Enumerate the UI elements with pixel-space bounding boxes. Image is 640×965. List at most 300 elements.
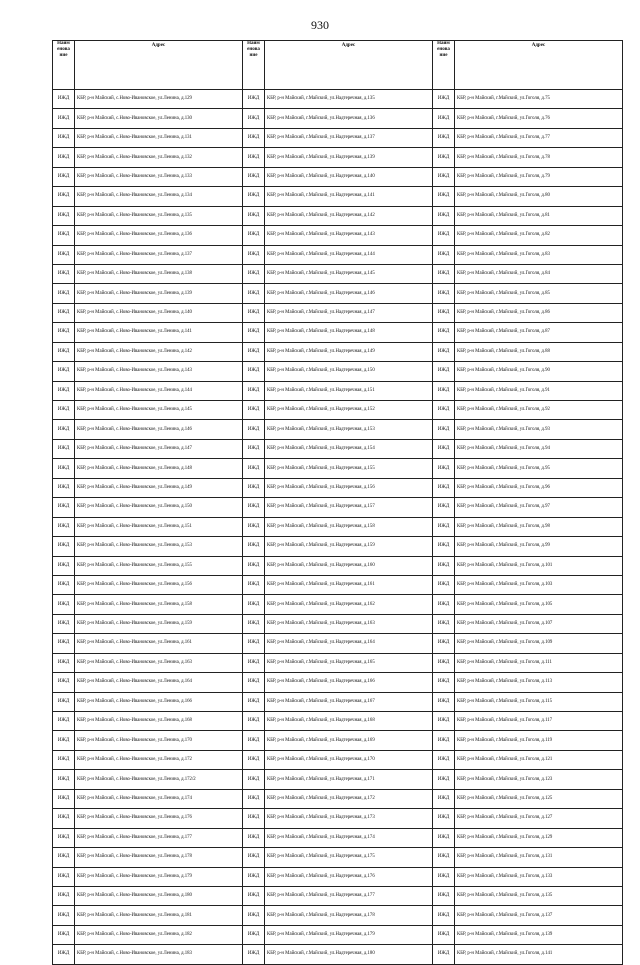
table-row	[53, 459, 623, 478]
object-type-cell: ИЖД	[243, 653, 265, 672]
object-type-cell: ИЖД	[53, 264, 75, 283]
object-type-cell: ИЖД	[243, 342, 265, 361]
object-type-cell: ИЖД	[53, 575, 75, 594]
object-type-cell: ИЖД	[243, 731, 265, 750]
address-cell: КБР, р-н Майский, с.Ново-Ивановское, ул.Ленина, д.151	[75, 517, 243, 536]
object-type-cell: ИЖД	[433, 537, 455, 556]
object-type-cell: ИЖД	[53, 401, 75, 420]
object-type-cell: ИЖД	[53, 731, 75, 750]
address-cell: КБР, р-н Майский, с.Ново-Ивановское, ул.Ленина, д.183	[75, 945, 243, 964]
object-type-cell: ИЖД	[53, 420, 75, 439]
address-cell: КБР, р-н Майский, с.Ново-Ивановское, ул.Ленина, д.140	[75, 303, 243, 322]
object-type-cell: ИЖД	[433, 323, 455, 342]
object-type-cell: ИЖД	[53, 109, 75, 128]
object-type-cell: ИЖД	[433, 459, 455, 478]
object-type-cell: ИЖД	[243, 614, 265, 633]
object-type-cell: ИЖД	[243, 692, 265, 711]
object-type-cell: ИЖД	[53, 362, 75, 381]
object-type-cell: ИЖД	[243, 809, 265, 828]
address-cell: КБР, р-н Майский, с.Ново-Ивановское, ул.Ленина, д.138	[75, 264, 243, 283]
address-cell: КБР, р-н Майский, г.Майский, ул.Гоголя, д.91	[455, 381, 623, 400]
header-address-col-2: Адрес	[265, 41, 433, 90]
object-type-cell: ИЖД	[433, 128, 455, 147]
object-type-cell: ИЖД	[433, 226, 455, 245]
address-cell: КБР, р-н Майский, г.Майский, ул.Надтеречная, д.146	[265, 284, 433, 303]
address-cell: КБР, р-н Майский, г.Майский, ул.Гоголя, д.96	[455, 478, 623, 497]
address-cell: КБР, р-н Майский, с.Ново-Ивановское, ул.Ленина, д.129	[75, 90, 243, 109]
address-cell: КБР, р-н Майский, г.Майский, ул.Надтеречная, д.178	[265, 906, 433, 925]
address-cell: КБР, р-н Майский, с.Ново-Ивановское, ул.Ленина, д.133	[75, 167, 243, 186]
address-cell: КБР, р-н Майский, с.Ново-Ивановское, ул.Ленина, д.149	[75, 478, 243, 497]
object-type-cell: ИЖД	[53, 381, 75, 400]
address-cell: КБР, р-н Майский, с.Ново-Ивановское, ул.Ленина, д.143	[75, 362, 243, 381]
object-type-cell: ИЖД	[243, 128, 265, 147]
object-type-cell: ИЖД	[243, 556, 265, 575]
table-body	[53, 90, 623, 965]
address-cell: КБР, р-н Майский, с.Ново-Ивановское, ул.Ленина, д.150	[75, 498, 243, 517]
table-row	[53, 187, 623, 206]
table-row	[53, 342, 623, 361]
object-type-cell: ИЖД	[243, 867, 265, 886]
address-cell: КБР, р-н Майский, г.Майский, ул.Надтеречная, д.156	[265, 478, 433, 497]
object-type-cell: ИЖД	[53, 634, 75, 653]
address-cell: КБР, р-н Майский, г.Майский, ул.Надтеречная, д.135	[265, 90, 433, 109]
table-row	[53, 226, 623, 245]
address-cell: КБР, р-н Майский, г.Майский, ул.Надтеречная, д.170	[265, 750, 433, 769]
table-row	[53, 498, 623, 517]
address-cell: КБР, р-н Майский, с.Ново-Ивановское, ул.Ленина, д.181	[75, 906, 243, 925]
address-cell: КБР, р-н Майский, г.Майский, ул.Гоголя, д.85	[455, 284, 623, 303]
address-cell: КБР, р-н Майский, г.Майский, ул.Надтеречная, д.149	[265, 342, 433, 361]
object-type-cell: ИЖД	[243, 925, 265, 944]
table-row	[53, 789, 623, 808]
address-cell: КБР, р-н Майский, г.Майский, ул.Надтеречная, д.176	[265, 867, 433, 886]
address-cell: КБР, р-н Майский, г.Майский, ул.Надтеречная, д.136	[265, 109, 433, 128]
address-cell: КБР, р-н Майский, г.Майский, ул.Надтеречная, д.155	[265, 459, 433, 478]
object-type-cell: ИЖД	[433, 303, 455, 322]
table-row	[53, 90, 623, 109]
object-type-cell: ИЖД	[433, 206, 455, 225]
address-cell: КБР, р-н Майский, г.Майский, ул.Гоголя, д.76	[455, 109, 623, 128]
address-cell: КБР, р-н Майский, с.Ново-Ивановское, ул.Ленина, д.180	[75, 886, 243, 905]
table-row	[53, 206, 623, 225]
header-address-col-3: Адрес	[455, 41, 623, 90]
object-type-cell: ИЖД	[243, 634, 265, 653]
address-cell: КБР, р-н Майский, с.Ново-Ивановское, ул.Ленина, д.155	[75, 556, 243, 575]
address-cell: КБР, р-н Майский, с.Ново-Ивановское, ул.Ленина, д.159	[75, 614, 243, 633]
table-row	[53, 828, 623, 847]
object-type-cell: ИЖД	[53, 712, 75, 731]
object-type-cell: ИЖД	[53, 187, 75, 206]
address-cell: КБР, р-н Майский, г.Майский, ул.Надтеречная, д.177	[265, 886, 433, 905]
object-type-cell: ИЖД	[243, 828, 265, 847]
address-registry-table	[52, 40, 623, 965]
address-cell: КБР, р-н Майский, г.Майский, ул.Гоголя, д.107	[455, 614, 623, 633]
table-row	[53, 303, 623, 322]
address-cell: КБР, р-н Майский, г.Майский, ул.Надтеречная, д.162	[265, 595, 433, 614]
address-cell: КБР, р-н Майский, г.Майский, ул.Гоголя, д.115	[455, 692, 623, 711]
address-cell: КБР, р-н Майский, г.Майский, ул.Надтеречная, д.152	[265, 401, 433, 420]
object-type-cell: ИЖД	[53, 303, 75, 322]
address-cell: КБР, р-н Майский, с.Ново-Ивановское, ул.Ленина, д.172	[75, 750, 243, 769]
address-cell: КБР, р-н Майский, г.Майский, ул.Надтеречная, д.154	[265, 439, 433, 458]
object-type-cell: ИЖД	[53, 284, 75, 303]
table-row	[53, 478, 623, 497]
object-type-cell: ИЖД	[243, 90, 265, 109]
address-cell: КБР, р-н Майский, г.Майский, ул.Надтеречная, д.139	[265, 148, 433, 167]
object-type-cell: ИЖД	[433, 90, 455, 109]
object-type-cell: ИЖД	[433, 148, 455, 167]
object-type-cell: ИЖД	[243, 245, 265, 264]
address-cell: КБР, р-н Майский, г.Майский, ул.Гоголя, д.137	[455, 906, 623, 925]
object-type-cell: ИЖД	[53, 459, 75, 478]
object-type-cell: ИЖД	[243, 226, 265, 245]
object-type-cell: ИЖД	[53, 828, 75, 847]
address-cell: КБР, р-н Майский, г.Майский, ул.Надтеречная, д.165	[265, 653, 433, 672]
object-type-cell: ИЖД	[53, 148, 75, 167]
object-type-cell: ИЖД	[53, 673, 75, 692]
table-row	[53, 245, 623, 264]
object-type-cell: ИЖД	[243, 284, 265, 303]
address-cell: КБР, р-н Майский, г.Майский, ул.Гоголя, д.94	[455, 439, 623, 458]
address-cell: КБР, р-н Майский, г.Майский, ул.Гоголя, д.129	[455, 828, 623, 847]
address-cell: КБР, р-н Майский, г.Майский, ул.Надтеречная, д.153	[265, 420, 433, 439]
address-cell: КБР, р-н Майский, г.Майский, ул.Надтеречная, д.174	[265, 828, 433, 847]
table-row	[53, 945, 623, 964]
address-cell: КБР, р-н Майский, с.Ново-Ивановское, ул.Ленина, д.141	[75, 323, 243, 342]
object-type-cell: ИЖД	[433, 809, 455, 828]
object-type-cell: ИЖД	[243, 303, 265, 322]
object-type-cell: ИЖД	[433, 167, 455, 186]
table-row	[53, 128, 623, 147]
address-cell: КБР, р-н Майский, с.Ново-Ивановское, ул.Ленина, д.135	[75, 206, 243, 225]
table-row	[53, 575, 623, 594]
address-cell: КБР, р-н Майский, с.Ново-Ивановское, ул.Ленина, д.144	[75, 381, 243, 400]
object-type-cell: ИЖД	[53, 750, 75, 769]
object-type-cell: ИЖД	[433, 712, 455, 731]
table-row	[53, 712, 623, 731]
object-type-cell: ИЖД	[243, 381, 265, 400]
address-cell: КБР, р-н Майский, г.Майский, ул.Гоголя, д.88	[455, 342, 623, 361]
address-cell: КБР, р-н Майский, с.Ново-Ивановское, ул.Ленина, д.132	[75, 148, 243, 167]
address-cell: КБР, р-н Майский, г.Майский, ул.Гоголя, д.75	[455, 90, 623, 109]
object-type-cell: ИЖД	[243, 264, 265, 283]
header-row	[53, 41, 623, 90]
address-cell: КБР, р-н Майский, г.Майский, ул.Надтеречная, д.147	[265, 303, 433, 322]
header-type-col-1: Наим енова ние	[53, 41, 75, 90]
object-type-cell: ИЖД	[53, 439, 75, 458]
address-cell: КБР, р-н Майский, г.Майский, ул.Надтеречная, д.172	[265, 789, 433, 808]
table-row	[53, 848, 623, 867]
table-row	[53, 770, 623, 789]
object-type-cell: ИЖД	[433, 770, 455, 789]
object-type-cell: ИЖД	[433, 945, 455, 964]
object-type-cell: ИЖД	[243, 945, 265, 964]
address-cell: КБР, р-н Майский, с.Ново-Ивановское, ул.Ленина, д.145	[75, 401, 243, 420]
table-row	[53, 284, 623, 303]
object-type-cell: ИЖД	[433, 575, 455, 594]
object-type-cell: ИЖД	[243, 187, 265, 206]
address-cell: КБР, р-н Майский, г.Майский, ул.Надтеречная, д.148	[265, 323, 433, 342]
object-type-cell: ИЖД	[433, 595, 455, 614]
address-cell: КБР, р-н Майский, с.Ново-Ивановское, ул.Ленина, д.164	[75, 673, 243, 692]
address-cell: КБР, р-н Майский, г.Майский, ул.Гоголя, д.98	[455, 517, 623, 536]
address-cell: КБР, р-н Майский, г.Майский, ул.Гоголя, д.127	[455, 809, 623, 828]
address-cell: КБР, р-н Майский, с.Ново-Ивановское, ул.Ленина, д.148	[75, 459, 243, 478]
object-type-cell: ИЖД	[243, 848, 265, 867]
table-row	[53, 731, 623, 750]
address-cell: КБР, р-н Майский, г.Майский, ул.Надтеречная, д.168	[265, 712, 433, 731]
object-type-cell: ИЖД	[433, 925, 455, 944]
table-row	[53, 148, 623, 167]
object-type-cell: ИЖД	[53, 226, 75, 245]
address-cell: КБР, р-н Майский, с.Ново-Ивановское, ул.Ленина, д.136	[75, 226, 243, 245]
object-type-cell: ИЖД	[433, 673, 455, 692]
address-cell: КБР, р-н Майский, с.Ново-Ивановское, ул.Ленина, д.174	[75, 789, 243, 808]
object-type-cell: ИЖД	[433, 750, 455, 769]
table-row	[53, 323, 623, 342]
object-type-cell: ИЖД	[433, 731, 455, 750]
address-cell: КБР, р-н Майский, г.Майский, ул.Гоголя, д.109	[455, 634, 623, 653]
address-cell: КБР, р-н Майский, г.Майский, ул.Надтеречная, д.137	[265, 128, 433, 147]
object-type-cell: ИЖД	[53, 556, 75, 575]
table-row	[53, 517, 623, 536]
address-cell: КБР, р-н Майский, г.Майский, ул.Гоголя, д.123	[455, 770, 623, 789]
table-row	[53, 906, 623, 925]
object-type-cell: ИЖД	[53, 167, 75, 186]
address-cell: КБР, р-н Майский, г.Майский, ул.Надтеречная, д.158	[265, 517, 433, 536]
address-cell: КБР, р-н Майский, с.Ново-Ивановское, ул.Ленина, д.168	[75, 712, 243, 731]
address-cell: КБР, р-н Майский, с.Ново-Ивановское, ул.Ленина, д.182	[75, 925, 243, 944]
address-cell: КБР, р-н Майский, с.Ново-Ивановское, ул.Ленина, д.156	[75, 575, 243, 594]
address-cell: КБР, р-н Майский, г.Майский, ул.Гоголя, д.113	[455, 673, 623, 692]
address-cell: КБР, р-н Майский, г.Майский, ул.Гоголя, д.101	[455, 556, 623, 575]
object-type-cell: ИЖД	[433, 245, 455, 264]
address-cell: КБР, р-н Майский, с.Ново-Ивановское, ул.Ленина, д.172/2	[75, 770, 243, 789]
address-cell: КБР, р-н Майский, с.Ново-Ивановское, ул.Ленина, д.142	[75, 342, 243, 361]
table-row	[53, 867, 623, 886]
object-type-cell: ИЖД	[433, 886, 455, 905]
object-type-cell: ИЖД	[243, 109, 265, 128]
table-row	[53, 653, 623, 672]
address-cell: КБР, р-н Майский, г.Майский, ул.Гоголя, д.103	[455, 575, 623, 594]
object-type-cell: ИЖД	[433, 517, 455, 536]
table-row	[53, 401, 623, 420]
object-type-cell: ИЖД	[53, 537, 75, 556]
address-cell: КБР, р-н Майский, г.Майский, ул.Надтеречная, д.160	[265, 556, 433, 575]
address-cell: КБР, р-н Майский, г.Майский, ул.Надтеречная, д.151	[265, 381, 433, 400]
address-cell: КБР, р-н Майский, г.Майский, ул.Гоголя, д.97	[455, 498, 623, 517]
address-cell: КБР, р-н Майский, г.Майский, ул.Гоголя, д.86	[455, 303, 623, 322]
address-cell: КБР, р-н Майский, г.Майский, ул.Гоголя, д.131	[455, 848, 623, 867]
object-type-cell: ИЖД	[243, 498, 265, 517]
address-cell: КБР, р-н Майский, с.Ново-Ивановское, ул.Ленина, д.178	[75, 848, 243, 867]
object-type-cell: ИЖД	[433, 653, 455, 672]
address-cell: КБР, р-н Майский, с.Ново-Ивановское, ул.Ленина, д.158	[75, 595, 243, 614]
table-row	[53, 439, 623, 458]
object-type-cell: ИЖД	[53, 925, 75, 944]
address-cell: КБР, р-н Майский, г.Майский, ул.Гоголя, д.81	[455, 206, 623, 225]
object-type-cell: ИЖД	[433, 828, 455, 847]
object-type-cell: ИЖД	[243, 673, 265, 692]
object-type-cell: ИЖД	[433, 381, 455, 400]
address-cell: КБР, р-н Майский, г.Майский, ул.Гоголя, д.87	[455, 323, 623, 342]
object-type-cell: ИЖД	[53, 848, 75, 867]
address-cell: КБР, р-н Майский, с.Ново-Ивановское, ул.Ленина, д.130	[75, 109, 243, 128]
table-row	[53, 556, 623, 575]
address-cell: КБР, р-н Майский, г.Майский, ул.Гоголя, д.95	[455, 459, 623, 478]
address-cell: КБР, р-н Майский, г.Майский, ул.Надтеречная, д.157	[265, 498, 433, 517]
object-type-cell: ИЖД	[433, 109, 455, 128]
address-cell: КБР, р-н Майский, г.Майский, ул.Надтеречная, д.143	[265, 226, 433, 245]
object-type-cell: ИЖД	[243, 517, 265, 536]
address-cell: КБР, р-н Майский, г.Майский, ул.Гоголя, д.99	[455, 537, 623, 556]
address-cell: КБР, р-н Майский, г.Майский, ул.Гоголя, д.105	[455, 595, 623, 614]
address-cell: КБР, р-н Майский, г.Майский, ул.Надтеречная, д.145	[265, 264, 433, 283]
object-type-cell: ИЖД	[243, 323, 265, 342]
address-cell: КБР, р-н Майский, с.Ново-Ивановское, ул.Ленина, д.153	[75, 537, 243, 556]
object-type-cell: ИЖД	[433, 284, 455, 303]
object-type-cell: ИЖД	[243, 148, 265, 167]
address-cell: КБР, р-н Майский, г.Майский, ул.Надтеречная, д.163	[265, 614, 433, 633]
address-cell: КБР, р-н Майский, с.Ново-Ивановское, ул.Ленина, д.176	[75, 809, 243, 828]
table-row	[53, 750, 623, 769]
address-cell: КБР, р-н Майский, г.Майский, ул.Гоголя, д.80	[455, 187, 623, 206]
object-type-cell: ИЖД	[53, 789, 75, 808]
address-cell: КБР, р-н Майский, с.Ново-Ивановское, ул.Ленина, д.179	[75, 867, 243, 886]
address-cell: КБР, р-н Майский, г.Майский, ул.Надтеречная, д.167	[265, 692, 433, 711]
object-type-cell: ИЖД	[243, 886, 265, 905]
object-type-cell: ИЖД	[243, 439, 265, 458]
address-cell: КБР, р-н Майский, г.Майский, ул.Надтеречная, д.166	[265, 673, 433, 692]
page-number: 930	[311, 18, 329, 32]
address-cell: КБР, р-н Майский, с.Ново-Ивановское, ул.Ленина, д.137	[75, 245, 243, 264]
object-type-cell: ИЖД	[53, 692, 75, 711]
object-type-cell: ИЖД	[433, 342, 455, 361]
object-type-cell: ИЖД	[53, 478, 75, 497]
object-type-cell: ИЖД	[243, 459, 265, 478]
object-type-cell: ИЖД	[53, 595, 75, 614]
object-type-cell: ИЖД	[243, 712, 265, 731]
object-type-cell: ИЖД	[433, 556, 455, 575]
object-type-cell: ИЖД	[243, 770, 265, 789]
address-cell: КБР, р-н Майский, г.Майский, ул.Гоголя, д.92	[455, 401, 623, 420]
table-row	[53, 109, 623, 128]
address-cell: КБР, р-н Майский, г.Майский, ул.Надтеречная, д.169	[265, 731, 433, 750]
table-row	[53, 167, 623, 186]
object-type-cell: ИЖД	[433, 789, 455, 808]
table-row	[53, 614, 623, 633]
object-type-cell: ИЖД	[53, 128, 75, 147]
object-type-cell: ИЖД	[433, 264, 455, 283]
address-cell: КБР, р-н Майский, г.Майский, ул.Надтеречная, д.150	[265, 362, 433, 381]
object-type-cell: ИЖД	[433, 187, 455, 206]
address-cell: КБР, р-н Майский, г.Майский, ул.Надтеречная, д.173	[265, 809, 433, 828]
object-type-cell: ИЖД	[243, 575, 265, 594]
table-row	[53, 420, 623, 439]
address-cell: КБР, р-н Майский, г.Майский, ул.Гоголя, д.79	[455, 167, 623, 186]
object-type-cell: ИЖД	[433, 867, 455, 886]
address-cell: КБР, р-н Майский, г.Майский, ул.Гоголя, д.141	[455, 945, 623, 964]
address-cell: КБР, р-н Майский, г.Майский, ул.Надтеречная, д.140	[265, 167, 433, 186]
address-cell: КБР, р-н Майский, г.Майский, ул.Гоголя, д.133	[455, 867, 623, 886]
address-cell: КБР, р-н Майский, г.Майский, ул.Надтеречная, д.141	[265, 187, 433, 206]
address-cell: КБР, р-н Майский, с.Ново-Ивановское, ул.Ленина, д.170	[75, 731, 243, 750]
object-type-cell: ИЖД	[433, 614, 455, 633]
address-cell: КБР, р-н Майский, г.Майский, ул.Гоголя, д.121	[455, 750, 623, 769]
address-cell: КБР, р-н Майский, г.Майский, ул.Надтеречная, д.164	[265, 634, 433, 653]
object-type-cell: ИЖД	[243, 750, 265, 769]
table-row	[53, 673, 623, 692]
address-cell: КБР, р-н Майский, г.Майский, ул.Гоголя, д.125	[455, 789, 623, 808]
address-cell: КБР, р-н Майский, г.Майский, ул.Гоголя, д.82	[455, 226, 623, 245]
object-type-cell: ИЖД	[433, 439, 455, 458]
object-type-cell: ИЖД	[243, 401, 265, 420]
object-type-cell: ИЖД	[53, 342, 75, 361]
object-type-cell: ИЖД	[53, 886, 75, 905]
table-row	[53, 634, 623, 653]
object-type-cell: ИЖД	[53, 206, 75, 225]
object-type-cell: ИЖД	[53, 614, 75, 633]
table-row	[53, 925, 623, 944]
object-type-cell: ИЖД	[53, 945, 75, 964]
table-row	[53, 595, 623, 614]
object-type-cell: ИЖД	[243, 206, 265, 225]
object-type-cell: ИЖД	[433, 478, 455, 497]
header-type-col-2: Наим енова ние	[243, 41, 265, 90]
table-row	[53, 692, 623, 711]
address-cell: КБР, р-н Майский, г.Майский, ул.Надтеречная, д.179	[265, 925, 433, 944]
object-type-cell: ИЖД	[53, 323, 75, 342]
object-type-cell: ИЖД	[433, 634, 455, 653]
header-address-col-1: Адрес	[75, 41, 243, 90]
object-type-cell: ИЖД	[243, 789, 265, 808]
object-type-cell: ИЖД	[243, 906, 265, 925]
object-type-cell: ИЖД	[433, 906, 455, 925]
object-type-cell: ИЖД	[53, 906, 75, 925]
object-type-cell: ИЖД	[243, 537, 265, 556]
object-type-cell: ИЖД	[433, 420, 455, 439]
address-cell: КБР, р-н Майский, с.Ново-Ивановское, ул.Ленина, д.139	[75, 284, 243, 303]
address-cell: КБР, р-н Майский, г.Майский, ул.Гоголя, д.139	[455, 925, 623, 944]
object-type-cell: ИЖД	[433, 498, 455, 517]
address-cell: КБР, р-н Майский, г.Майский, ул.Гоголя, д.90	[455, 362, 623, 381]
table-row	[53, 886, 623, 905]
object-type-cell: ИЖД	[433, 362, 455, 381]
object-type-cell: ИЖД	[53, 653, 75, 672]
header-type-col-3: Наим енова ние	[433, 41, 455, 90]
address-cell: КБР, р-н Майский, с.Ново-Ивановское, ул.Ленина, д.163	[75, 653, 243, 672]
address-cell: КБР, р-н Майский, г.Майский, ул.Надтеречная, д.142	[265, 206, 433, 225]
table-row	[53, 381, 623, 400]
object-type-cell: ИЖД	[243, 167, 265, 186]
object-type-cell: ИЖД	[243, 478, 265, 497]
address-cell: КБР, р-н Майский, с.Ново-Ивановское, ул.Ленина, д.131	[75, 128, 243, 147]
address-cell: КБР, р-н Майский, с.Ново-Ивановское, ул.Ленина, д.147	[75, 439, 243, 458]
object-type-cell: ИЖД	[53, 770, 75, 789]
object-type-cell: ИЖД	[433, 692, 455, 711]
address-cell: КБР, р-н Майский, г.Майский, ул.Гоголя, д.83	[455, 245, 623, 264]
address-cell: КБР, р-н Майский, г.Майский, ул.Гоголя, д.119	[455, 731, 623, 750]
object-type-cell: ИЖД	[433, 401, 455, 420]
table-row	[53, 809, 623, 828]
address-cell: КБР, р-н Майский, г.Майский, ул.Гоголя, д.111	[455, 653, 623, 672]
address-cell: КБР, р-н Майский, г.Майский, ул.Надтеречная, д.180	[265, 945, 433, 964]
object-type-cell: ИЖД	[433, 848, 455, 867]
object-type-cell: ИЖД	[243, 362, 265, 381]
address-cell: КБР, р-н Майский, г.Майский, ул.Гоголя, д.77	[455, 128, 623, 147]
object-type-cell: ИЖД	[53, 809, 75, 828]
